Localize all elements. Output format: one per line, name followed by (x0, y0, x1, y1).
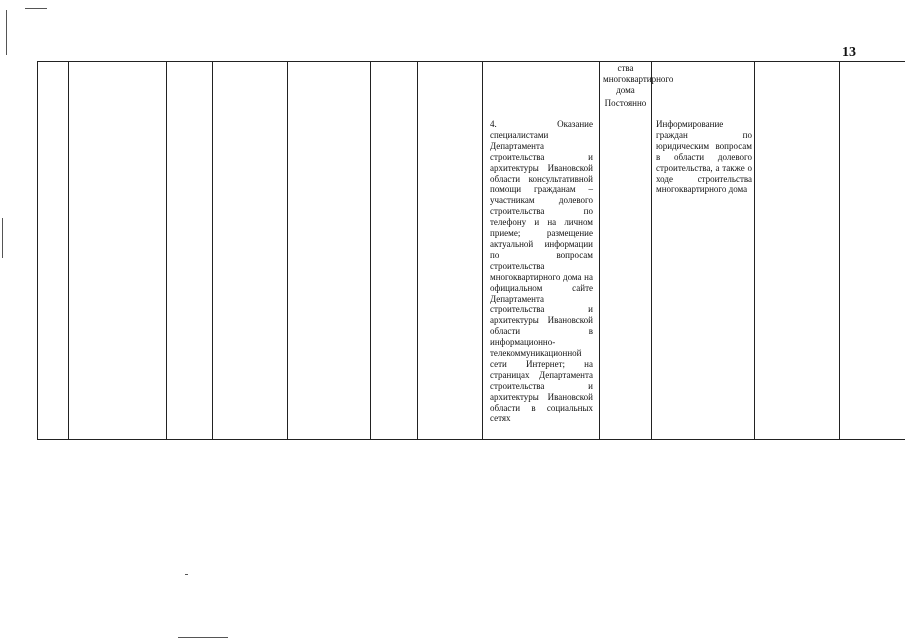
table-row (38, 62, 905, 440)
scan-artifact-top-left (25, 8, 47, 9)
cell-result (652, 62, 755, 440)
measure-text: 4. Оказание специалистами Департамента строительства и архитектуры Ивановской области консультативной помощи гражданам – участникам долевого строительства по телефону и на личном приеме; размещение актуальной информации по вопросам строительства многоквартирного дома на официальном сайте Департамента строительства и архитектуры Ивановской области в информационно-телекоммуникационной сети Интернет; на страницах Департамента строительства и архитектуры Ивановской области в социальных сетях (490, 119, 593, 424)
scan-artifact-left-mid (2, 218, 3, 258)
scan-artifact-left-edge (6, 10, 7, 55)
prev-term-tail: ства многоквартирного дома (603, 63, 674, 95)
cell-empty (418, 62, 483, 440)
cell-empty (755, 62, 840, 440)
cell-empty (288, 62, 371, 440)
cell-term (600, 62, 674, 440)
term-text: Постоянно (604, 97, 647, 108)
continuation-table (37, 61, 905, 440)
cell-empty (38, 62, 69, 440)
cell-empty (371, 62, 418, 440)
cell-empty (213, 62, 288, 440)
scan-artifact-dot (185, 574, 188, 575)
scan-artifact-bottom (178, 637, 228, 638)
cell-empty (69, 62, 167, 440)
page-number: 13 (842, 45, 856, 60)
cell-empty (840, 62, 905, 440)
cell-empty (167, 62, 213, 440)
result-text: Информирование граждан по юридическим вопросам в области долевого строительства, а также о ходе строительства многоквартирного дома (656, 119, 752, 195)
cell-measure (483, 62, 600, 440)
